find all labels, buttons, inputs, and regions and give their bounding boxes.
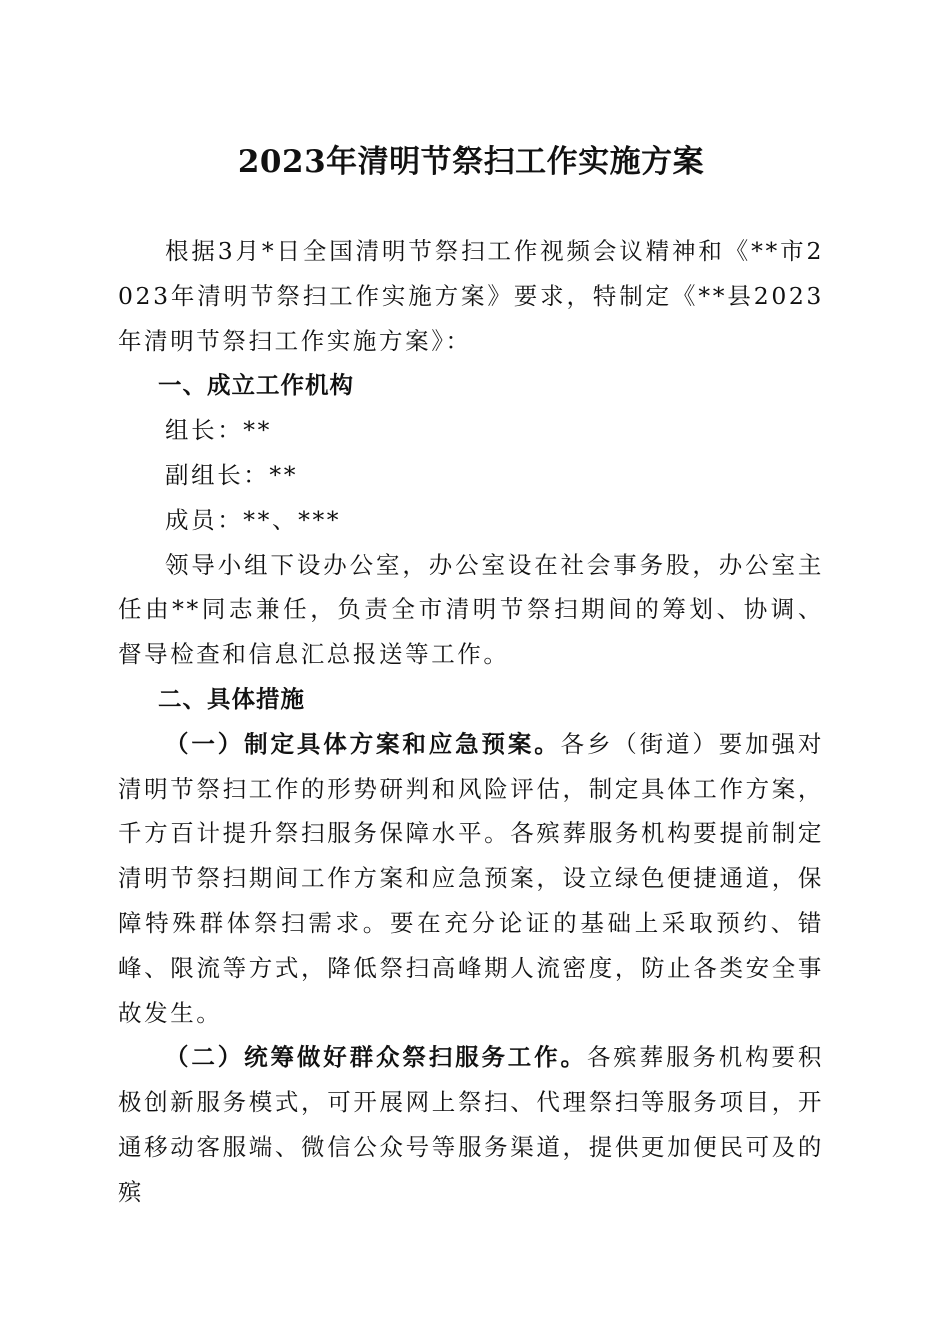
- measure-item-2-body: 各殡葬服务机构要积极创新服务模式，可开展网上祭扫、代理祭扫等服务项目，开通移动客服端、微信公众号等服务渠道，提供更加便民可及的殡: [118, 1043, 824, 1206]
- leader-line: 组长：**: [165, 416, 272, 445]
- document-page: [118, 0, 824, 1344]
- members-line: 成员：**、***: [165, 505, 342, 534]
- document-body: [118, 229, 824, 1215]
- measure-item-1-body: 各乡（街道）要加强对清明节祭扫工作的形势研判和风险评估，制定具体工作方案，千方百计提升祭扫服务保障水平。各殡葬服务机构要提前制定清明节祭扫期间工作方案和应急预案，设立绿色便捷通道，保障特殊群体祭扫需求。要在充分论证的基础上采取预约、错峰、限流等方式，降低祭扫高峰期人流密度，防止各类安全事故发生。: [118, 729, 824, 1027]
- measure-item-2-lead: （二）统筹做好群众祭扫服务工作。: [165, 1043, 587, 1072]
- document-title: 2023年清明节祭扫工作实施方案: [237, 144, 705, 180]
- deputy-leader-line: 副组长：**: [165, 460, 299, 489]
- measure-item-1-lead: （一）制定具体方案和应急预案。: [165, 729, 561, 758]
- intro-paragraph: 根据3月*日全国清明节祭扫工作视频会议精神和《**市2023年清明节祭扫工作实施方案》要求，特制定《**县2023年清明节祭扫工作实施方案》：: [118, 237, 824, 355]
- section-heading-organization: 一、成立工作机构: [158, 371, 354, 400]
- section-heading-measures: 二、具体措施: [158, 684, 305, 713]
- measure-item-2: [118, 1035, 824, 1214]
- office-paragraph: 领导小组下设办公室，办公室设在社会事务股，办公室主任由**同志兼任，负责全市清明节祭扫期间的筹划、协调、督导检查和信息汇总报送等工作。: [118, 550, 824, 669]
- measure-item-1: [118, 722, 824, 1036]
